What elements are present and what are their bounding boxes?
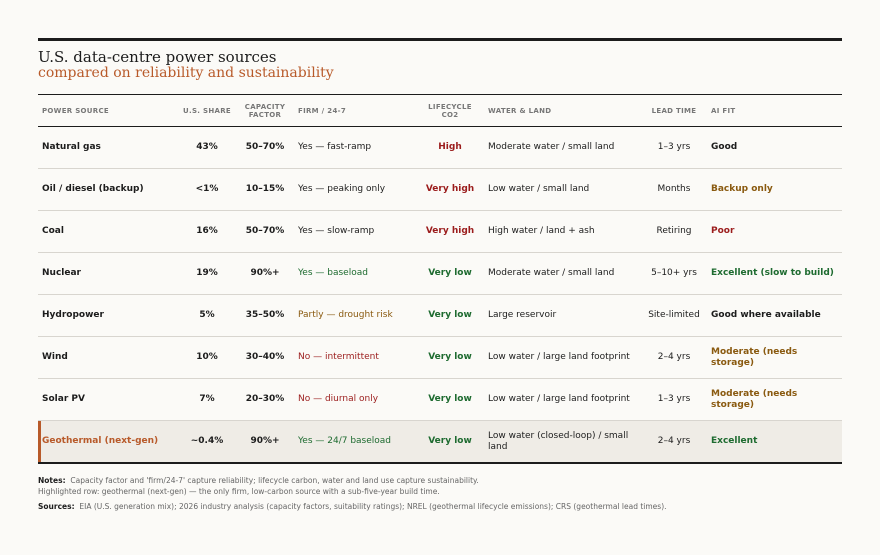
- cell-lifecycle-co2: Very high: [416, 169, 484, 211]
- table-row: [38, 211, 842, 253]
- cell-us-share: 16%: [178, 211, 236, 253]
- cell-lead-time: 2–4 yrs: [641, 337, 707, 379]
- cell-lifecycle-co2: Very low: [416, 379, 484, 421]
- cell-lead-time: 1–3 yrs: [641, 379, 707, 421]
- column-header-lead-time: LEAD TIME: [641, 95, 707, 127]
- notes: [38, 475, 842, 497]
- cell-ai-fit: Poor: [707, 211, 842, 253]
- cell-us-share: 7%: [178, 379, 236, 421]
- cell-power-source: Solar PV: [38, 379, 178, 421]
- cell-firm: Partly — drought risk: [294, 295, 416, 337]
- cell-firm: No — diurnal only: [294, 379, 416, 421]
- table-row: [38, 337, 842, 379]
- cell-ai-fit: Good where available: [707, 295, 842, 337]
- column-header-firm: FIRM / 24-7: [294, 95, 416, 127]
- table-row-highlighted: [38, 421, 842, 464]
- column-header-lifecycle-co2: LIFECYCLE CO2: [416, 95, 484, 127]
- cell-lifecycle-co2: Very low: [416, 253, 484, 295]
- sources: [38, 501, 842, 512]
- cell-power-source: Coal: [38, 211, 178, 253]
- cell-power-source: Hydropower: [38, 295, 178, 337]
- column-header-water-land: WATER & LAND: [484, 95, 641, 127]
- cell-lifecycle-co2: Very low: [416, 337, 484, 379]
- table-row: [38, 169, 842, 211]
- cell-firm: Yes — peaking only: [294, 169, 416, 211]
- cell-water-land: Moderate water / small land: [484, 253, 641, 295]
- cell-us-share: 43%: [178, 127, 236, 169]
- top-rule: [38, 38, 842, 41]
- cell-water-land: Low water (closed-loop) / small land: [484, 421, 641, 464]
- cell-lifecycle-co2: High: [416, 127, 484, 169]
- notes-line-2: Highlighted row: geothermal (next-gen) — the only firm, low-carbon source with a sub-five-year build time.: [38, 487, 440, 496]
- cell-water-land: Moderate water / small land: [484, 127, 641, 169]
- cell-capacity-factor: 50–70%: [236, 127, 294, 169]
- cell-capacity-factor: 90%+: [236, 253, 294, 295]
- cell-capacity-factor: 35–50%: [236, 295, 294, 337]
- cell-capacity-factor: 10–15%: [236, 169, 294, 211]
- cell-power-source: Nuclear: [38, 253, 178, 295]
- column-header-power-source: POWER SOURCE: [38, 95, 178, 127]
- cell-power-source: Wind: [38, 337, 178, 379]
- page-subtitle: compared on reliability and sustainability: [38, 65, 334, 81]
- cell-us-share: <1%: [178, 169, 236, 211]
- cell-us-share: 5%: [178, 295, 236, 337]
- cell-us-share: 10%: [178, 337, 236, 379]
- cell-water-land: High water / land + ash: [484, 211, 641, 253]
- cell-power-source: Geothermal (next-gen): [38, 421, 178, 464]
- table-row: [38, 379, 842, 421]
- cell-us-share: ~0.4%: [178, 421, 236, 464]
- cell-water-land: Low water / large land footprint: [484, 337, 641, 379]
- cell-us-share: 19%: [178, 253, 236, 295]
- cell-lead-time: 5–10+ yrs: [641, 253, 707, 295]
- cell-lifecycle-co2: Very high: [416, 211, 484, 253]
- cell-lead-time: Site-limited: [641, 295, 707, 337]
- sources-label: Sources:: [38, 502, 75, 511]
- sources-text: EIA (U.S. generation mix); 2026 industry analysis (capacity factors, suitability ratings); NREL (geothermal lifecycle emissions); CRS (geothermal lead times).: [79, 502, 667, 511]
- cell-ai-fit: Excellent: [707, 421, 842, 464]
- table-row: [38, 253, 842, 295]
- table-body: [38, 127, 842, 464]
- cell-ai-fit: Backup only: [707, 169, 842, 211]
- cell-firm: Yes — 24/7 baseload: [294, 421, 416, 464]
- page-title: U.S. data-centre power sources: [38, 48, 277, 66]
- cell-lead-time: Months: [641, 169, 707, 211]
- table-header-row: [38, 95, 842, 127]
- cell-capacity-factor: 90%+: [236, 421, 294, 464]
- column-header-us-share: U.S. SHARE: [178, 95, 236, 127]
- cell-firm: Yes — baseload: [294, 253, 416, 295]
- cell-lead-time: 1–3 yrs: [641, 127, 707, 169]
- cell-ai-fit: Good: [707, 127, 842, 169]
- cell-lifecycle-co2: Very low: [416, 421, 484, 464]
- cell-firm: Yes — slow-ramp: [294, 211, 416, 253]
- column-header-ai-fit: AI FIT: [707, 95, 842, 127]
- cell-water-land: Large reservoir: [484, 295, 641, 337]
- cell-firm: No — intermittent: [294, 337, 416, 379]
- cell-capacity-factor: 20–30%: [236, 379, 294, 421]
- cell-water-land: Low water / large land footprint: [484, 379, 641, 421]
- cell-lead-time: Retiring: [641, 211, 707, 253]
- column-header-capacity-factor: CAPACITY FACTOR: [236, 95, 294, 127]
- cell-capacity-factor: 50–70%: [236, 211, 294, 253]
- cell-power-source: Oil / diesel (backup): [38, 169, 178, 211]
- cell-capacity-factor: 30–40%: [236, 337, 294, 379]
- cell-ai-fit: Excellent (slow to build): [707, 253, 842, 295]
- table-row: [38, 295, 842, 337]
- cell-lead-time: 2–4 yrs: [641, 421, 707, 464]
- notes-line-1: Capacity factor and 'firm/24-7' capture reliability; lifecycle carbon, water and land use capture sustainability.: [70, 476, 479, 485]
- cell-water-land: Low water / small land: [484, 169, 641, 211]
- notes-label: Notes:: [38, 476, 66, 485]
- cell-firm: Yes — fast-ramp: [294, 127, 416, 169]
- cell-ai-fit: Moderate (needs storage): [707, 337, 842, 379]
- comparison-table: [38, 94, 842, 464]
- cell-ai-fit: Moderate (needs storage): [707, 379, 842, 421]
- cell-lifecycle-co2: Very low: [416, 295, 484, 337]
- table-row: [38, 127, 842, 169]
- cell-power-source: Natural gas: [38, 127, 178, 169]
